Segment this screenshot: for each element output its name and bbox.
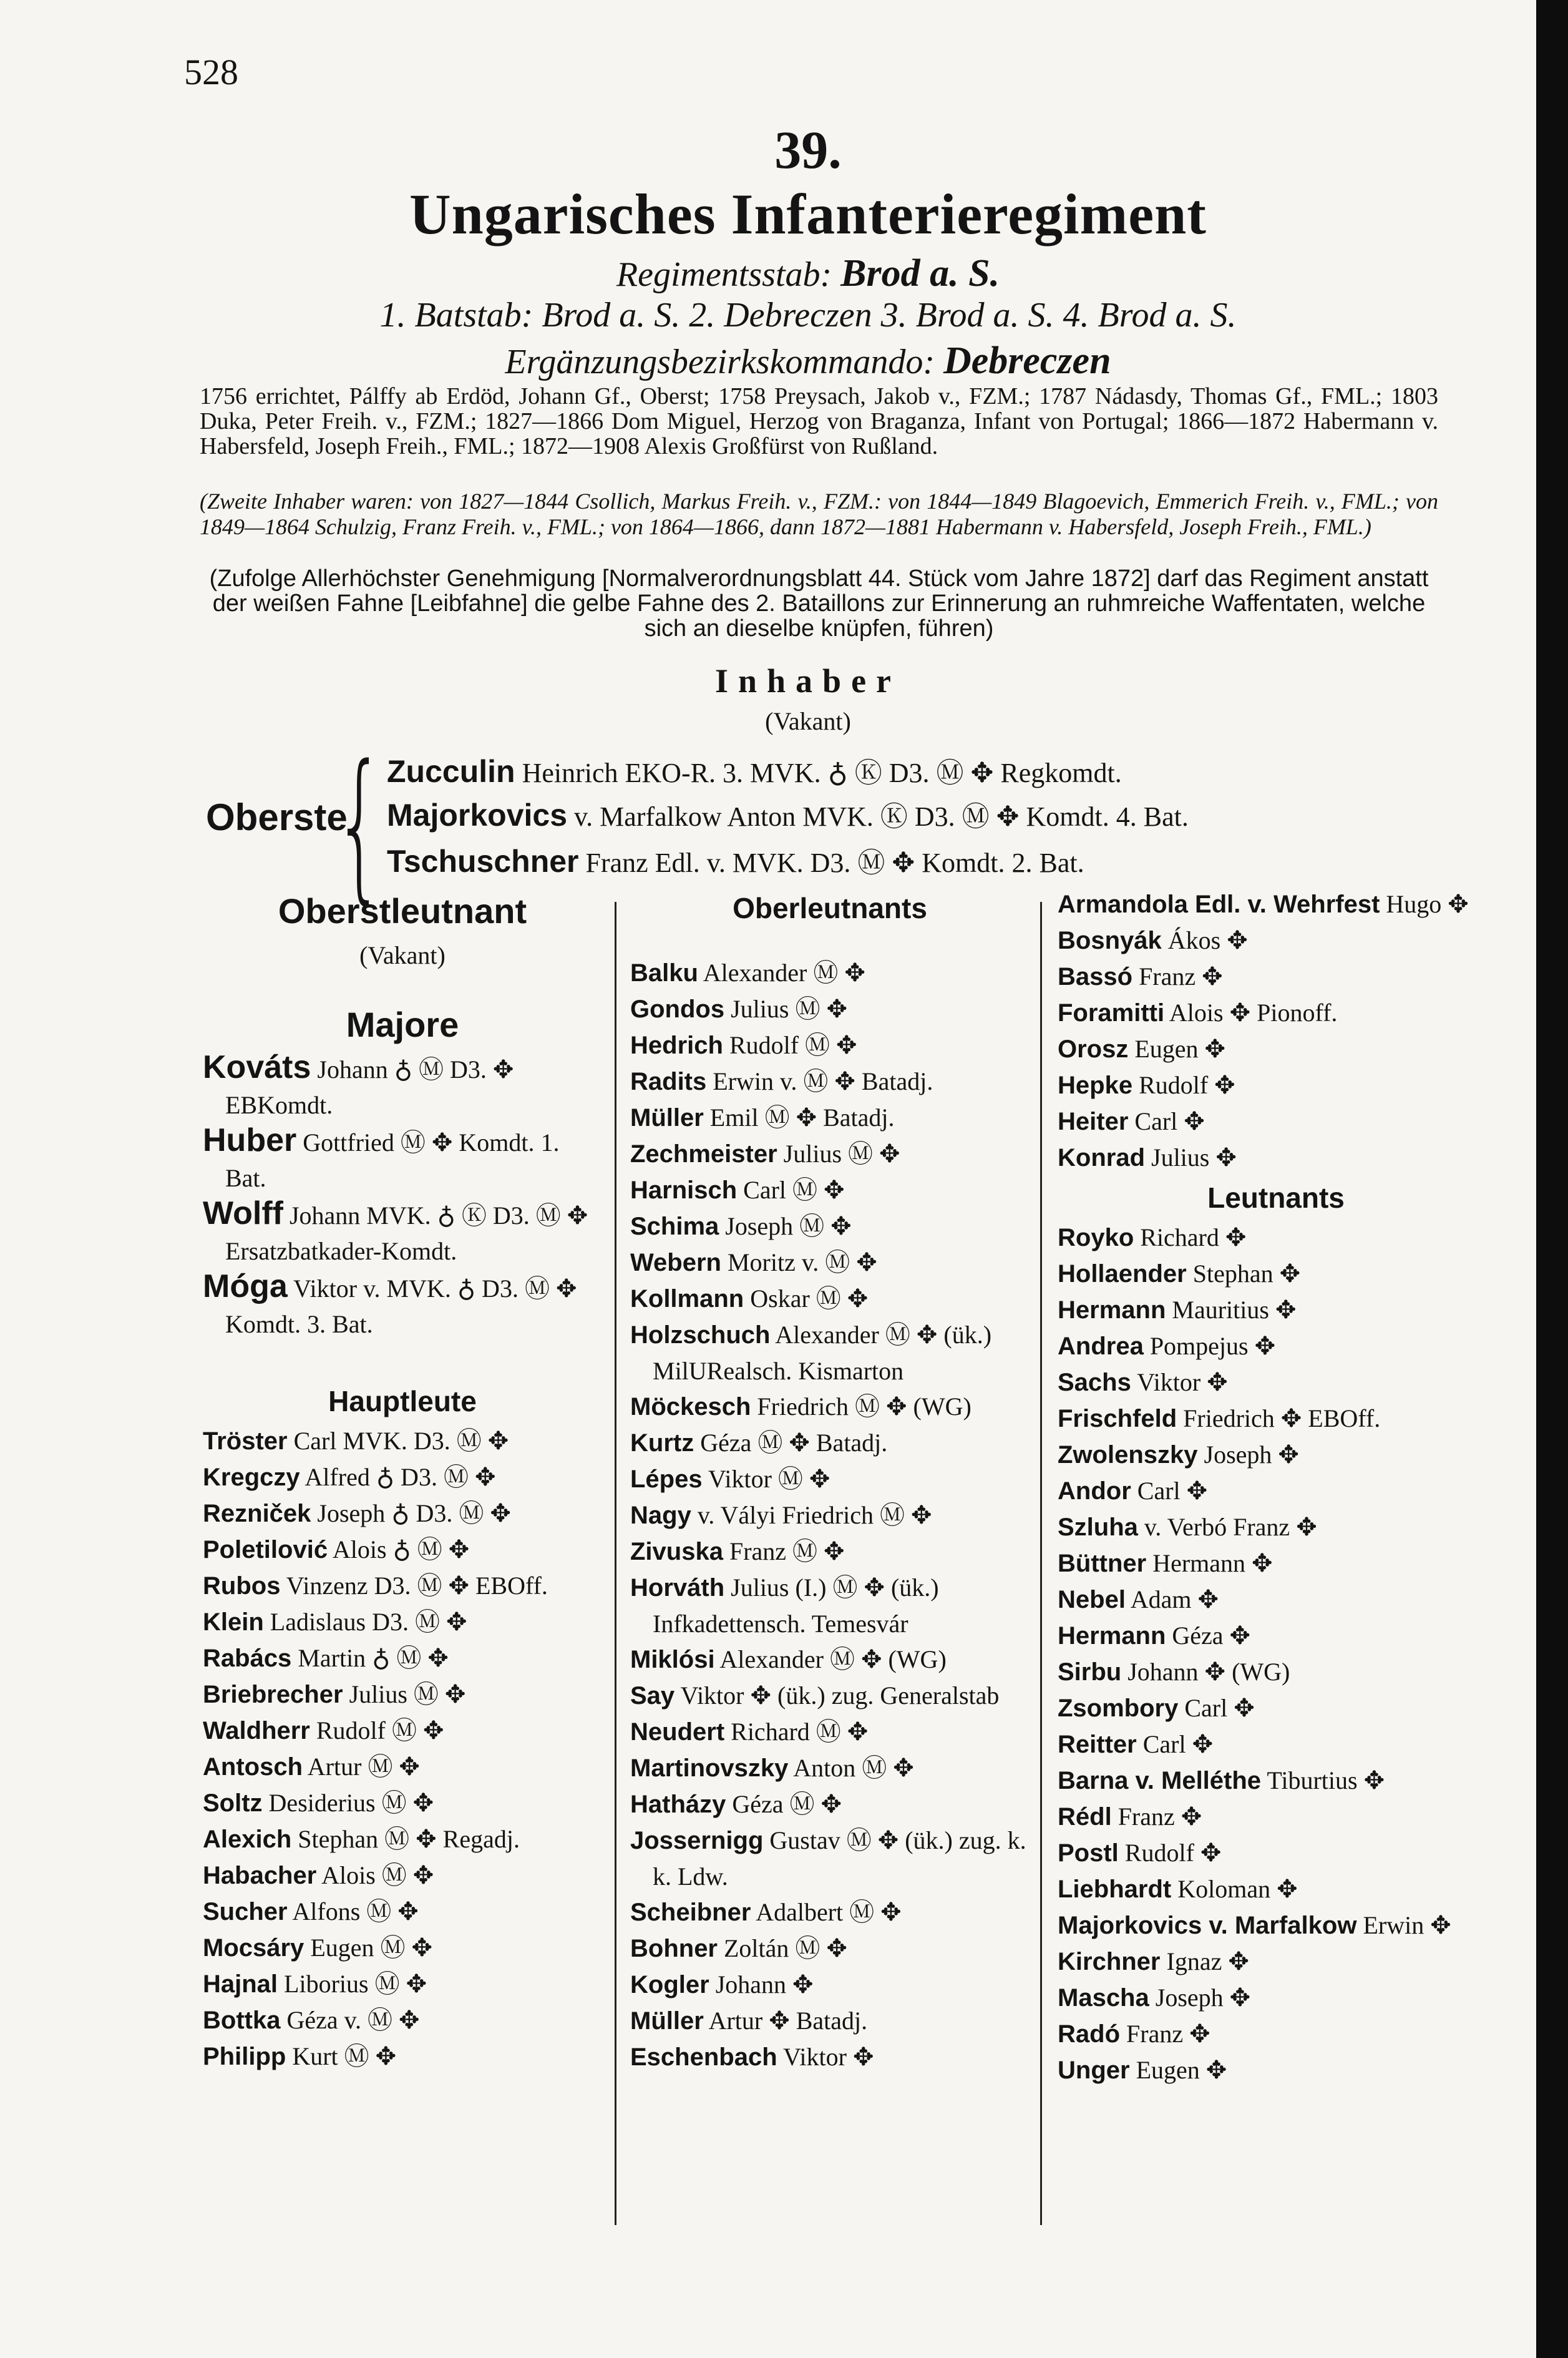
entry-surname: Waldherr — [203, 1717, 310, 1744]
entry-surname: Holzschuch — [630, 1321, 771, 1349]
entry-details: v. Verbó Franz ✥ — [1144, 1513, 1317, 1541]
list-item — [1058, 1545, 1494, 1582]
entry-details: Géza Ⓜ ✥ — [732, 1790, 842, 1818]
entry-surname: Nagy — [630, 1502, 691, 1529]
entry-details: Stephan Ⓜ ✥ Regadj. — [298, 1825, 520, 1853]
entry-details: Viktor v. MVK. ♁ D3. Ⓜ ✥ Komdt. 3. Bat. — [225, 1274, 577, 1338]
list-item — [630, 1750, 1030, 1786]
entry-surname: Foramitti — [1058, 999, 1165, 1027]
oberst-details: Franz Edl. v. MVK. D3. Ⓜ ✥ Komdt. 2. Bat. — [585, 848, 1084, 878]
entry-details: Joseph ✥ — [1204, 1441, 1299, 1469]
list-item — [1058, 2016, 1494, 2052]
entry-surname: Radó — [1058, 2020, 1120, 2048]
entry-surname: Martinovszky — [630, 1754, 789, 1782]
entry-surname: Antosch — [203, 1753, 303, 1781]
list-item — [1058, 1031, 1494, 1067]
entry-details: Eugen ✥ — [1136, 2056, 1227, 2084]
list-item — [630, 955, 1030, 991]
ergaenzung-value: Debreczen — [943, 340, 1111, 382]
oberst-details: Heinrich EKO-R. 3. MVK. ♁ Ⓚ D3. Ⓜ ✥ Regkomdt. — [522, 758, 1122, 788]
list-item — [1058, 1690, 1494, 1726]
entry-details: Desiderius Ⓜ ✥ — [268, 1789, 434, 1817]
list-item — [203, 1785, 602, 1821]
entry-surname: Kurtz — [630, 1429, 694, 1457]
entry-details: Viktor ✥ — [782, 2043, 874, 2071]
entry-details: Rudolf Ⓜ ✥ — [729, 1031, 857, 1059]
entry-details: Carl ✥ — [1137, 1477, 1208, 1505]
entry-details: Vinzenz D3. Ⓜ ✥ EBOff. — [286, 1572, 548, 1600]
list-item — [630, 1497, 1030, 1534]
entry-surname: Bottka — [203, 2007, 281, 2034]
list-item — [1058, 1907, 1494, 1944]
scan-edge — [1536, 0, 1568, 2358]
entry-details: Alfons Ⓜ ✥ — [292, 1897, 419, 1925]
list-item — [1058, 1103, 1494, 1140]
entry-surname: Schima — [630, 1213, 719, 1240]
entry-details: Carl MVK. D3. Ⓜ ✥ — [293, 1427, 509, 1455]
entry-details: Emil Ⓜ ✥ Batadj. — [709, 1103, 895, 1132]
entry-details: Gottfried Ⓜ ✥ Komdt. 1. Bat. — [225, 1128, 560, 1192]
list-item — [203, 1495, 602, 1532]
regimentsstab-value: Brod a. S. — [840, 252, 1000, 295]
entry-surname: Konrad — [1058, 1144, 1145, 1172]
list-item — [1058, 959, 1494, 995]
entry-surname: Kollmann — [630, 1285, 744, 1313]
list-item — [1058, 1328, 1494, 1364]
hauptleute-list — [203, 1423, 602, 2075]
entry-details: Moritz v. Ⓜ ✥ — [727, 1248, 877, 1276]
entry-details: Alois ♁ Ⓜ ✥ — [332, 1535, 470, 1563]
list-item — [630, 2039, 1030, 2075]
list-item — [1058, 1437, 1494, 1473]
entry-details: Martin ♁ Ⓜ ✥ — [298, 1644, 449, 1672]
entry-surname: Móga — [203, 1268, 288, 1304]
oberstleutnant-value: (Vakant) — [359, 941, 446, 969]
entry-surname: Kirchner — [1058, 1948, 1161, 1975]
entry-details: Ladislaus D3. Ⓜ ✥ — [270, 1608, 467, 1636]
entry-surname: Soltz — [203, 1789, 263, 1817]
list-item — [1058, 1654, 1494, 1690]
list-item — [1058, 2052, 1494, 2088]
list-item — [630, 1461, 1030, 1497]
history-paragraph: 1756 errichtet, Pálffy ab Erdöd, Johann Gf., Oberst; 1758 Preysach, Jakob v., FZM.; 1787 Nádasdy, Thomas Gf., FML.; 1803 Duka, Peter Freih. v., FZM.; 1827—1866 Dom Miguel, Herzog von Braganza, Infant von Portugal; 1866—1872 Habermann v. Habersfeld, Joseph Freih., FML.; 1872—1908 Alexis Großfürst von Rußland. — [200, 383, 1438, 459]
entry-details: Franz ✥ — [1118, 1803, 1202, 1831]
oberst-name: Majorkovics — [387, 798, 568, 833]
entry-surname: Szluha — [1058, 1514, 1138, 1541]
list-item — [630, 1967, 1030, 2003]
list-item — [630, 1245, 1030, 1281]
entry-details: Ignaz ✥ — [1166, 1947, 1249, 1975]
entry-surname: Büttner — [1058, 1550, 1147, 1577]
entry-details: Johann ♁ Ⓜ D3. ✥ EBKomdt. — [225, 1055, 514, 1119]
list-item — [1058, 922, 1494, 959]
list-item — [1058, 1292, 1494, 1328]
entry-details: Franz Ⓜ ✥ — [729, 1537, 845, 1565]
entry-details: Friedrich ✥ EBOff. — [1183, 1404, 1381, 1432]
entry-surname: Rubos — [203, 1572, 281, 1600]
list-item — [203, 1894, 602, 1930]
entry-surname: Rédl — [1058, 1803, 1112, 1831]
entry-details: Oskar Ⓜ ✥ — [750, 1284, 869, 1313]
entry-surname: Barna v. Melléthe — [1058, 1767, 1262, 1794]
entry-details: Artur ✥ Batadj. — [708, 2007, 868, 2035]
list-item — [203, 1123, 602, 1196]
entry-surname: Reitter — [1058, 1731, 1137, 1758]
entry-surname: Heiter — [1058, 1108, 1129, 1135]
entry-surname: Jossernigg — [630, 1827, 764, 1854]
entry-surname: Müller — [630, 2007, 704, 2035]
entry-surname: Bassó — [1058, 963, 1133, 991]
entry-surname: Wolff — [203, 1195, 283, 1231]
entry-details: Johann ✥ (WG) — [1127, 1658, 1290, 1686]
entry-details: Johann MVK. ♁ Ⓚ D3. Ⓜ ✥ Ersatzbatkader-Komdt. — [225, 1201, 588, 1265]
entry-details: Viktor ✥ — [1137, 1368, 1228, 1396]
entry-surname: Hermann — [1058, 1296, 1166, 1324]
entry-surname: Miklósi — [630, 1646, 715, 1673]
regimentsstab-line — [168, 252, 1448, 296]
list-item — [1058, 1871, 1494, 1907]
list-item — [1058, 1509, 1494, 1545]
entry-details: Pompejus ✥ — [1149, 1332, 1276, 1360]
entry-surname: Liebhardt — [1058, 1876, 1172, 1903]
entry-surname: Bosnyák — [1058, 927, 1162, 954]
list-item — [203, 1821, 602, 1857]
entry-surname: Kregczy — [203, 1464, 300, 1491]
inhaber-value: (Vakant) — [765, 707, 851, 735]
entry-details: Artur Ⓜ ✥ — [307, 1753, 420, 1781]
oberstleutnant-heading: Oberstleutnant — [278, 891, 527, 931]
batstab-line: 1. Batstab: Brod a. S. 2. Debreczen 3. Brod a. S. 4. Brod a. S. — [379, 296, 1237, 335]
page-title: Ungarisches Infanterieregiment — [409, 182, 1207, 246]
entry-details: Johann ✥ — [715, 1970, 814, 1998]
entry-surname: Tröster — [203, 1427, 288, 1455]
entry-details: Ákos ✥ — [1167, 926, 1248, 954]
list-item — [1058, 1835, 1494, 1871]
list-item — [630, 1534, 1030, 1570]
column-divider — [615, 902, 616, 2225]
entry-surname: Kováts — [203, 1049, 311, 1085]
entry-surname: Kogler — [630, 1971, 709, 1998]
entry-surname: Poletilović — [203, 1536, 328, 1563]
entry-surname: Horváth — [630, 1574, 725, 1602]
list-item — [203, 1196, 602, 1269]
entry-details: Mauritius ✥ — [1172, 1296, 1297, 1324]
entry-details: Alexander Ⓜ ✥ (ük.) MilURealsch. Kismarton — [653, 1321, 992, 1385]
list-item — [203, 1676, 602, 1713]
list-item — [1058, 1618, 1494, 1654]
list-item — [630, 1714, 1030, 1750]
oberleutnants-continued-list — [1058, 886, 1494, 1176]
entry-surname: Hollaender — [1058, 1260, 1187, 1288]
leutnants-heading: Leutnants — [1207, 1181, 1345, 1214]
regimentsstab-label: Regimentsstab: — [616, 255, 832, 294]
entry-details: Adalbert Ⓜ ✥ — [756, 1898, 902, 1926]
entry-details: Rudolf Ⓜ ✥ — [316, 1716, 444, 1744]
flag-note-paragraph: (Zufolge Allerhöchster Genehmigung [Normalverordnungsblatt 44. Stück vom Jahre 1872] darf das Regiment anstatt der weißen Fahne [Leibfahne] die gelbe Fahne des 2. Bataillons zur Erinnerung an ruhmreiche Waffentaten, welche sich an dieselbe knüpfen, führen) — [209, 565, 1429, 642]
ergaenzung-label: Ergänzungsbezirkskommando: — [505, 343, 935, 381]
list-item — [630, 1100, 1030, 1136]
oberst-entry — [387, 750, 1122, 790]
entry-surname: Sucher — [203, 1898, 288, 1925]
entry-surname: Harnisch — [630, 1177, 738, 1204]
inhaber-heading: Inhaber — [714, 662, 902, 700]
entry-surname: Armandola Edl. v. Wehrfest — [1058, 891, 1380, 918]
entry-details: Julius (I.) Ⓜ ✥ (ük.) Infkadettensch. Temesvár — [653, 1573, 939, 1638]
entry-surname: Majorkovics v. Marfalkow — [1058, 1912, 1357, 1939]
list-item — [203, 1640, 602, 1676]
entry-surname: Hatházy — [630, 1791, 726, 1818]
entry-details: Julius ✥ — [1151, 1143, 1237, 1172]
entry-surname: Hajnal — [203, 1970, 278, 1998]
list-item — [203, 1568, 602, 1604]
list-item — [630, 991, 1030, 1027]
entry-details: Carl Ⓜ ✥ — [743, 1176, 845, 1204]
entry-surname: Frischfeld — [1058, 1405, 1177, 1432]
list-item — [630, 1570, 1030, 1641]
entry-surname: Bohner — [630, 1935, 718, 1962]
entry-details: Rudolf ✥ — [1139, 1071, 1235, 1099]
entry-surname: Habacher — [203, 1862, 317, 1889]
entry-details: Richard ✥ — [1140, 1223, 1247, 1251]
entry-details: Géza Ⓜ ✥ Batadj. — [700, 1429, 888, 1457]
entry-details: Anton Ⓜ ✥ — [793, 1754, 914, 1782]
entry-details: Alois ✥ Pionoff. — [1169, 999, 1338, 1027]
entry-details: Joseph ✥ — [1155, 1984, 1251, 2012]
entry-details: Géza v. Ⓜ ✥ — [286, 2006, 420, 2034]
entry-details: Géza ✥ — [1172, 1622, 1251, 1650]
entry-surname: Lépes — [630, 1465, 703, 1493]
entry-surname: Briebrecher — [203, 1681, 343, 1708]
brace-icon: { — [334, 731, 386, 919]
entry-surname: Huber — [203, 1122, 297, 1158]
entry-details: Kurt Ⓜ ✥ — [292, 2042, 397, 2070]
entry-details: Zoltán Ⓜ ✥ — [724, 1934, 847, 1962]
list-item — [630, 1894, 1030, 1930]
entry-surname: Sirbu — [1058, 1658, 1122, 1686]
ergaenzung-line — [168, 339, 1448, 383]
entry-surname: Radits — [630, 1068, 707, 1095]
entry-surname: Gondos — [630, 996, 725, 1023]
hauptleute-heading: Hauptleute — [328, 1385, 477, 1417]
majore-heading: Majore — [346, 1005, 459, 1044]
entry-details: Joseph Ⓜ ✥ — [725, 1212, 852, 1240]
entry-details: Joseph ♁ D3. Ⓜ ✥ — [317, 1499, 511, 1527]
list-item — [630, 1027, 1030, 1064]
list-item — [630, 1786, 1030, 1822]
list-item — [630, 1317, 1030, 1389]
entry-details: Erwin v. Ⓜ ✥ Batadj. — [713, 1067, 933, 1095]
entry-details: Julius Ⓜ ✥ — [731, 995, 847, 1023]
list-item — [630, 1425, 1030, 1461]
entry-surname: Andrea — [1058, 1333, 1144, 1360]
list-item — [1058, 1980, 1494, 2016]
oberleutnants-heading: Oberleutnants — [733, 892, 927, 924]
list-item — [203, 1604, 602, 1640]
entry-surname: Postl — [1058, 1839, 1119, 1867]
entry-details: Hermann ✥ — [1152, 1549, 1273, 1577]
entry-surname: Orosz — [1058, 1035, 1129, 1063]
entry-surname: Zsombory — [1058, 1695, 1179, 1722]
entry-details: Carl ✥ — [1142, 1730, 1214, 1758]
list-item — [1058, 1220, 1494, 1256]
column-left — [203, 886, 602, 2075]
list-item — [1058, 1256, 1494, 1292]
entry-details: Rudolf ✥ — [1124, 1839, 1222, 1867]
list-item — [203, 1749, 602, 1785]
list-item — [1058, 1364, 1494, 1401]
entry-details: Stephan ✥ — [1192, 1260, 1301, 1288]
list-item — [1058, 1582, 1494, 1618]
entry-details: v. Vályi Friedrich Ⓜ ✥ — [697, 1501, 932, 1529]
entry-details: Julius Ⓜ ✥ — [349, 1680, 466, 1708]
oberst-entry — [387, 840, 1084, 880]
second-owners-paragraph: (Zweite Inhaber waren: von 1827—1844 Csollich, Markus Freih. v., FZM.: von 1844—1849 Blagoevich, Emmerich Freih. v., FML.; von 1849—1864 Schulzig, Franz Freih. v., FML.; von 1864—1866, dann 1872—1881 Habermann v. Habersfeld, Joseph Freih., FML.) — [200, 489, 1438, 539]
entry-surname: Zwolenszky — [1058, 1441, 1198, 1469]
oberste-label: Oberste — [206, 796, 348, 838]
list-item — [630, 1641, 1030, 1678]
regiment-number: 39. — [774, 120, 842, 180]
list-item — [630, 1208, 1030, 1245]
list-item — [203, 1050, 602, 1123]
entry-details: Liborius Ⓜ ✥ — [284, 1970, 427, 1998]
column-middle — [630, 886, 1030, 2075]
entry-details: Viktor ✥ (ük.) zug. Generalstab — [680, 1681, 1000, 1710]
entry-details: Alfred ♁ D3. Ⓜ ✥ — [304, 1463, 496, 1491]
entry-details: Hugo ✥ — [1386, 890, 1469, 918]
entry-details: Franz ✥ — [1126, 2020, 1210, 2048]
list-item — [1058, 1944, 1494, 1980]
entry-surname: Rezniček — [203, 1500, 311, 1527]
list-item — [1058, 995, 1494, 1031]
list-item — [203, 1269, 602, 1342]
entry-surname: Hermann — [1058, 1622, 1166, 1650]
entry-surname: Nebel — [1058, 1586, 1126, 1613]
entry-surname: Alexich — [203, 1826, 292, 1853]
entry-surname: Webern — [630, 1249, 721, 1276]
list-item — [630, 1064, 1030, 1100]
entry-surname: Zivuska — [630, 1538, 723, 1565]
entry-details: Koloman ✥ — [1177, 1875, 1298, 1903]
entry-details: Alexander Ⓜ ✥ — [703, 959, 865, 987]
entry-surname: Hedrich — [630, 1032, 723, 1059]
entry-details: Richard Ⓜ ✥ — [731, 1718, 869, 1746]
entry-details: Gustav Ⓜ ✥ (ük.) zug. k. k. Ldw. — [653, 1826, 1026, 1891]
page-number: 528 — [184, 52, 238, 92]
list-item — [1058, 886, 1494, 922]
list-item — [203, 1459, 602, 1495]
oberst-details: v. Marfalkow Anton MVK. Ⓚ D3. Ⓜ ✥ Komdt. 4. Bat. — [574, 801, 1189, 832]
entry-surname: Sachs — [1058, 1369, 1131, 1396]
entry-surname: Zechmeister — [630, 1140, 777, 1168]
entry-surname: Klein — [203, 1608, 264, 1636]
list-item — [630, 1678, 1030, 1714]
entry-details: Franz ✥ — [1139, 962, 1223, 991]
entry-details: Carl ✥ — [1184, 1694, 1255, 1722]
leutnants-list — [1058, 1220, 1494, 2088]
entry-surname: Neudert — [630, 1718, 725, 1746]
entry-details: Alexander Ⓜ ✥ (WG) — [719, 1645, 947, 1673]
oberst-name: Zucculin — [387, 754, 515, 789]
entry-surname: Hepke — [1058, 1072, 1133, 1099]
column-right — [1058, 886, 1494, 2088]
list-item — [203, 1423, 602, 1459]
entry-surname: Philipp — [203, 2043, 286, 2070]
list-item — [630, 1822, 1030, 1894]
entry-details: Julius Ⓜ ✥ — [783, 1140, 900, 1168]
entry-surname: Rabács — [203, 1645, 292, 1672]
list-item — [203, 1966, 602, 2002]
list-item — [630, 1930, 1030, 1967]
entry-surname: Möckesch — [630, 1393, 751, 1421]
entry-details: Eugen Ⓜ ✥ — [310, 1934, 433, 1962]
list-item — [203, 2038, 602, 2075]
list-item — [630, 1389, 1030, 1425]
entry-details: Friedrich Ⓜ ✥ (WG) — [757, 1392, 971, 1421]
entry-details: Adam ✥ — [1130, 1585, 1219, 1613]
list-item — [203, 1930, 602, 1966]
entry-surname: Mascha — [1058, 1984, 1149, 2012]
column-divider — [1040, 902, 1042, 2225]
list-item — [1058, 1799, 1494, 1835]
oberst-name: Tschuschner — [387, 844, 579, 879]
entry-surname: Balku — [630, 959, 698, 987]
entry-details: Alois Ⓜ ✥ — [321, 1861, 434, 1889]
list-item — [203, 2002, 602, 2038]
entry-details: Erwin ✥ — [1363, 1911, 1451, 1939]
list-item — [203, 1857, 602, 1894]
list-item — [1058, 1726, 1494, 1763]
list-item — [630, 1136, 1030, 1172]
list-item — [203, 1532, 602, 1568]
majore-list — [203, 1050, 602, 1342]
entry-surname: Mocsáry — [203, 1934, 304, 1962]
entry-details: Carl ✥ — [1134, 1107, 1205, 1135]
entry-details: Eugen ✥ — [1134, 1035, 1226, 1063]
entry-details: Viktor Ⓜ ✥ — [708, 1465, 830, 1493]
oberst-entry — [387, 794, 1189, 834]
entry-surname: Say — [630, 1682, 675, 1710]
list-item — [630, 1281, 1030, 1317]
list-item — [1058, 1473, 1494, 1509]
list-item — [1058, 1140, 1494, 1176]
entry-surname: Andor — [1058, 1477, 1131, 1505]
list-item — [1058, 1067, 1494, 1103]
list-item — [630, 2003, 1030, 2039]
entry-surname: Müller — [630, 1104, 704, 1132]
entry-details: Tiburtius ✥ — [1267, 1766, 1385, 1794]
list-item — [630, 1172, 1030, 1208]
list-item — [203, 1713, 602, 1749]
entry-surname: Unger — [1058, 2057, 1130, 2084]
entry-surname: Scheibner — [630, 1899, 751, 1926]
entry-surname: Eschenbach — [630, 2043, 777, 2071]
oberleutnants-list — [630, 955, 1030, 2075]
list-item — [1058, 1401, 1494, 1437]
entry-surname: Royko — [1058, 1224, 1134, 1251]
list-item — [1058, 1763, 1494, 1799]
